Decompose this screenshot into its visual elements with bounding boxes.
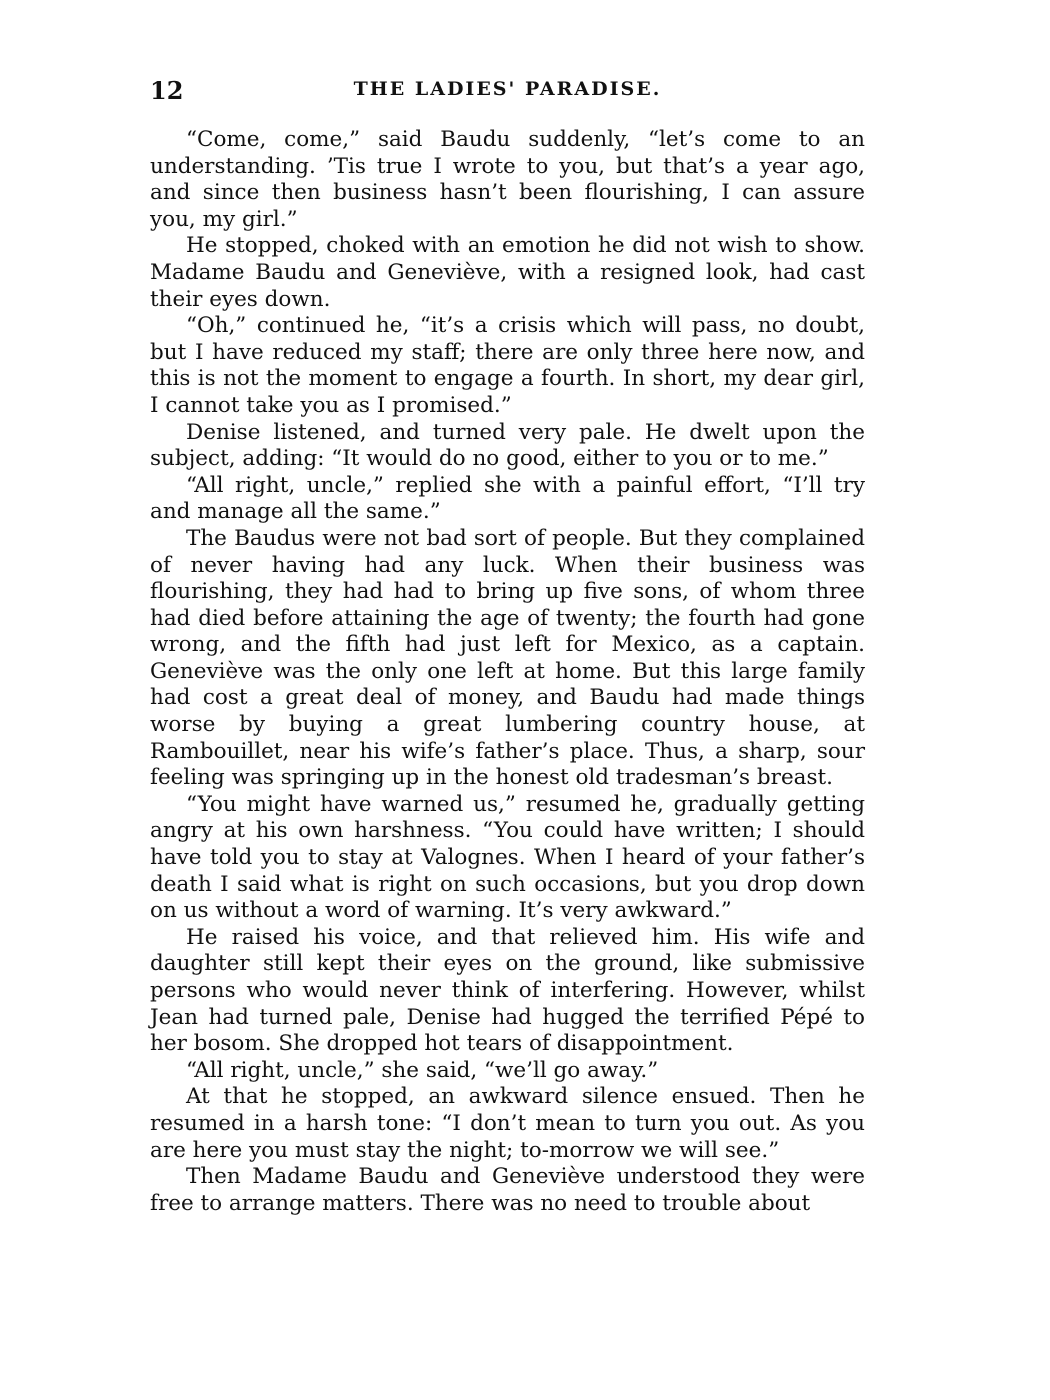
- paragraph: “All right, uncle,” replied she with a painful effort, “I’ll try and manage all the same.”: [150, 472, 865, 525]
- paragraph: Denise listened, and turned very pale. He dwelt upon the subject, adding: “It would do no good, either to you or to me.”: [150, 419, 865, 472]
- paragraph: “You might have warned us,” resumed he, gradually getting angry at his own harshness. “You could have written; I should have told you to stay at Valognes. When I heard of your father’s death I said what is right on such occasions, but you drop down on us without a word of warning. It’s very awkward.”: [150, 791, 865, 924]
- page-number: 12: [150, 76, 184, 105]
- page-header: [150, 76, 865, 110]
- running-title: THE LADIES' PARADISE.: [353, 78, 662, 100]
- paragraph: “Oh,” continued he, “it’s a crisis which will pass, no doubt, but I have reduced my staff; there are only three here now, and this is not the moment to engage a fourth. In short, my dear girl, I cannot take you as I promised.”: [150, 313, 865, 418]
- paragraph: He raised his voice, and that relieved him. His wife and daughter still kept their eyes on the ground, like submissive persons who would never think of interfering. However, whilst Jean had turned pale, Denise had hugged the terrified Pépé to her bosom. She dropped hot tears of disappointment.: [150, 924, 865, 1057]
- paragraph: “Come, come,” said Baudu suddenly, “let’s come to an understanding. ’Tis true I wrote to you, but that’s a year ago, and since then business hasn’t been flourishing, I can assure you, my girl.”: [150, 127, 865, 232]
- paragraph: “All right, uncle,” she said, “we’ll go away.”: [186, 1057, 659, 1083]
- paragraph: At that he stopped, an awkward silence ensued. Then he resumed in a harsh tone: “I don’t mean to turn you out. As you are here you must stay the night; to-morrow we will see.”: [150, 1084, 865, 1163]
- body-text: [150, 127, 865, 1217]
- paragraph: The Baudus were not bad sort of people. But they complained of never having had any luck. When their business was flourishing, they had had to bring up five sons, of whom three had died before attaining the age of twenty; the fourth had gone wrong, and the fifth had just left for Mexico, as a captain. Geneviève was the only one left at home. But this large family had cost a great deal of money, and Baudu had made things worse by buying a great lumbering country house, at Rambouillet, near his wife’s father’s place. Thus, a sharp, sour feeling was springing up in the honest old tradesman’s breast.: [150, 525, 865, 791]
- paragraph: Then Madame Baudu and Geneviève understood they were free to arrange matters. There was no need to trouble about: [150, 1164, 865, 1216]
- paragraph: He stopped, choked with an emotion he did not wish to show. Madame Baudu and Geneviève, with a resigned look, had cast their eyes down.: [150, 233, 865, 312]
